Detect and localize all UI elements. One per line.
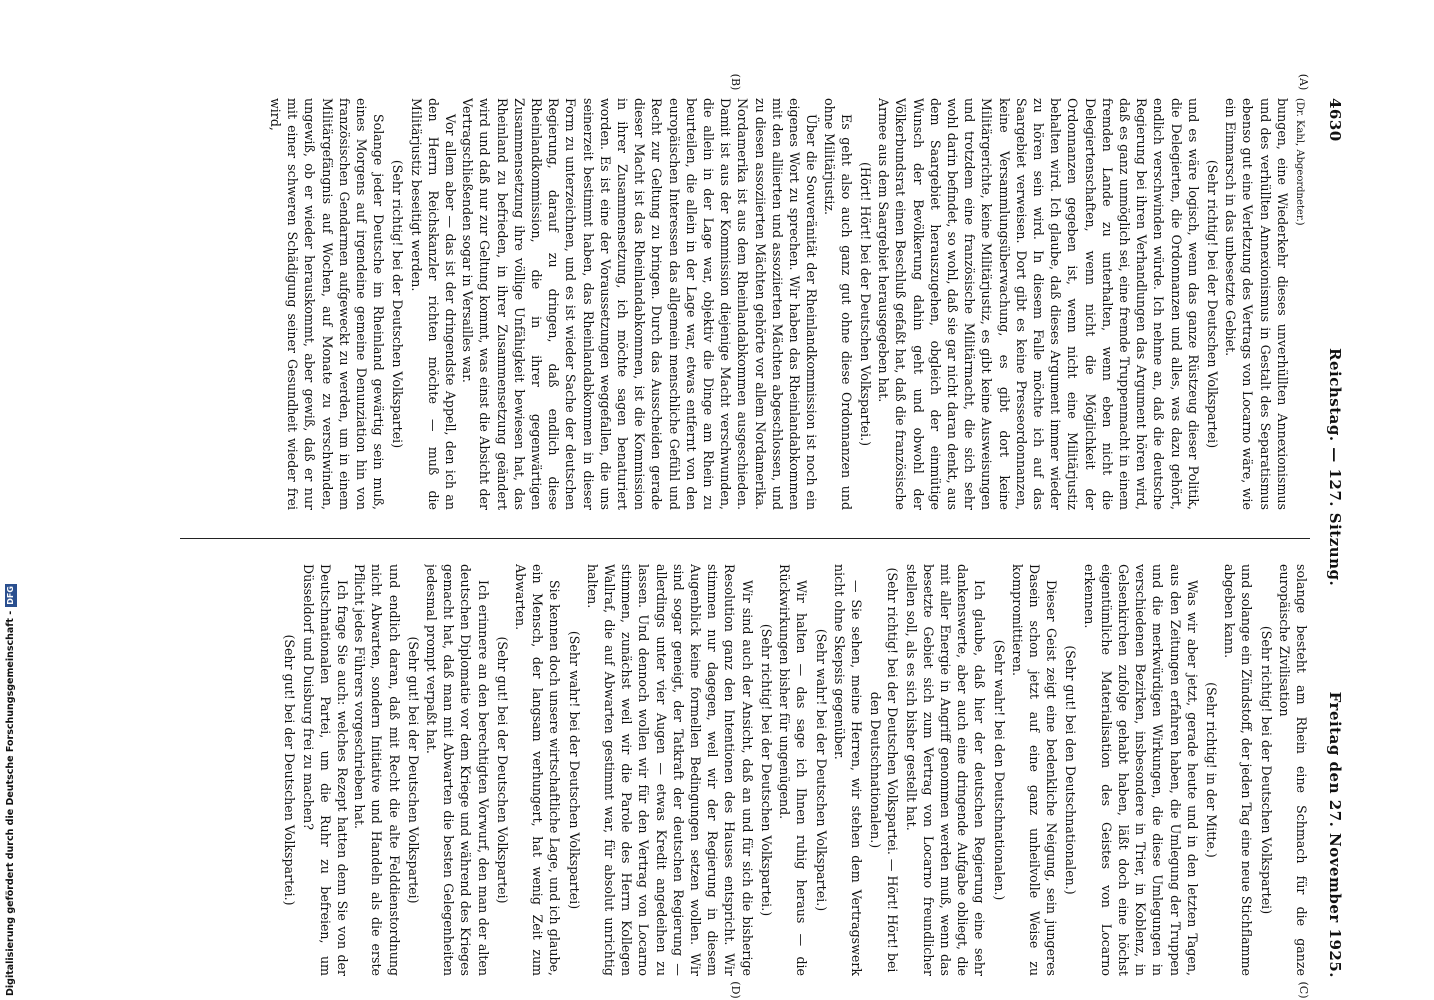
remark: (Sehr richtig! bei der Deutschen Volkspartei) [1258,625,1274,915]
remark: (Hört! Hört! bei der Deutschen Volkspartei.) [857,161,873,447]
paragraph: Ich frage Sie auch: welches Rezept hatten denn Sie von der Deutschnationalen Partei, um die Ruhr zu befreien, um Düsseldorf und Duisburg frei zu machen? [300,564,351,976]
column-divider [180,538,1310,539]
remark: (Sehr wahr! bei den Deutschnationalen.) [991,639,1007,901]
paragraph: und es wäre logisch, wenn das ganze Rüstzeug dieser Politik, die Delegierten, die Ordonnanzen und alles, was dazu gehört, endlich verschwinden würde. Ich nehme an, daß die deutsche Regierung bei ihren Verhandlungen das Argument hören wird, daß es ganz unmöglich sei, eine fremde Truppenmacht in einem fremden Lande zu unterhalten, wenn eben nicht die Delegiertenschaften, wenn nicht die Möglichkeit der Ordonnanzen gegeben ist, wenn nicht eine Militärjustiz behalten wird. Ich glaube, daß dieses Argument immer wieder zu hören sein wird. In diesem Falle möchte ich auf das Saargebiet verweisen. Dort gibt es keine Presseordonnanzen, keine Versammlungsüberwachung, es gibt dort keine Militärgerichte, keine Militärjustiz, es gibt keine Ausweisungen und trotzdem eine französische Militärmacht, die sich sehr wohl darin befindet, so wohl, daß sie gar nicht daran denkt, aus dem Saargebiet herauszugehen, obgleich der einmütige Wunsch der Bevölkerung dahin geht und obwohl der Völkerbundsrat einen Beschluß gefaßt hat, daß die französische Armee aus dem Saargebiet herausgegeben hat. [876,98,1201,510]
running-head-title: Reichstag. — 127. Sitzung. [1326,348,1344,587]
page-number: 4630 [1326,98,1344,142]
paragraph: Solange jeder Deutsche im Rheinland gewärtig sein muß, eines Morgens auf irgendeine gemeine Denunziation hin von französischen Gendarmen aufgeweckt zu werden, um in einem Militärgefängnis auf Wochen, auf Monate zu verschwinden, ungewiß, ob er wieder herauskommt, aber gewiß, daß er nur mit einer schweren Schädigung seiner Gesundheit wieder frei wird, [268,98,387,510]
remark: (Sehr richtig! bei der Deutschen Volkspartei. — Hört! Hört! bei den Deutschnationalen.) [868,567,901,973]
paragraph: — Sie sehen, meine Herren, wir stehen dem Vertragswerk nicht ohne Skepsis gegenüber. [831,564,864,976]
margin-mark-d: (D) [729,981,742,999]
paragraph: Wir sind auch der Ansicht, daß an und für sich die bisherige Resolution ganz den Intentionen des Hauses entspricht. Wir stimmen nur dagegen, weil wir der Regierung in diesem Augenblick keine formellen Bedingungen setzen wollen. Wir sind sogar geneigt, der Tatkraft der deutschen Regierung — allerdings unter vier Augen — etwas Kredit angedeihen zu lassen. Und dennoch wollen wir für den Vertrag von Locarno stimmen, zunächst weil wir die Parole des Herrn Kollegen Wallraf, die auf Abwarten gestimmt war, für absolut unrichtig halten. [584,564,755,976]
remark: (Sehr richtig! bei der Deutschen Volkspartei.) [758,623,774,917]
digitization-credit [4,586,18,996]
dfg-logo: DFG [5,586,15,605]
paragraph: Was wir aber jetzt, gerade heute und in den letzten Tagen, aus den Zeitungen erfahren haben, die Umlegung der Truppen und die merkwürdigen Wirkungen, die diese Umlegungen in verschiedenen Bezirken, insbesondere in Trier, in Koblenz, in Gelsenkirchen zufolge gehabt haben, läßt doch eine höchst eigentümliche Materialisation des Geistes von Locarno erkennen. [1081,564,1200,976]
remark: (Sehr richtig! bei der Deutschen Volkspartei) [1204,159,1220,449]
running-head [1320,98,1344,978]
remark: (Sehr gut! bei den Deutschnationalen.) [1063,645,1079,895]
remark: (Sehr gut! bei der Deutschen Volkspartei) [494,636,510,904]
margin-mark-b: (B) [729,73,742,91]
paragraph: bungen, eine Wiederkehr dieses unverhüllten Annexionismus und des verhüllten Annexionismus in Gestalt des Separatismus ebenso gut eine Verletzung des Vertrags von Locarno wäre, wie ein Einmarsch in das unbesetzte Gebiet. [1223,98,1290,510]
remark: (Sehr wahr! bei der Deutschen Volkspartei) [566,630,582,910]
paragraph: Ich glaube, daß hier der deutschen Regierung eine sehr dankenswerte, aber auch eine dringende Aufgabe obliegt, die mit aller Energie in Angriff genommen werden muß, wenn das besetzte Gebiet sich zum Vertrag von Locarno freundlicher stellen soll, als es sich bisher gestellt hat. [903,564,988,976]
paragraph: und solange ein Zündstoff, der jeden Tag eine neue Stichflamme abgeben kann. [1222,564,1255,976]
paragraph: Wir halten — das sage ich Ihnen ruhig heraus — die Rückwirkungen bisher für ungenügend. [777,564,810,976]
remark: (Sehr wahr! bei der Deutschen Volkspartei.) [813,628,829,912]
running-head-date: Freitag den 27. November 1925. [1326,691,1344,978]
paragraph: Über die Souveränität der Rheinlandkommission ist noch ein eigenes Wort zu sprechen. Wir haben das Rheinlandabkommen mit den alliierten und assoziierten Mächten abgeschlossen, und zu diesen assoziierten Mächten gehörte vor allem Nordamerika. Nordamerika ist aus dem Rheinlandabkommen ausgeschieden. Damit ist aus der Kommission diejenige Macht verschwunden, die allein in der Lage war, objektiv die Dinge am Rhein zu beurteilen, die allein in der Lage war, etwas entfernt von den europäischen Interessen das allgemein menschliche Gefühl und Recht zur Geltung zu bringen. Durch das Ausscheiden gerade dieser Macht ist das Rheinlandabkommen, ist die Kommission in ihrer Zusammensetzung, ich möchte sagen benaturiert worden. Es ist eine der Voraussetzungen weggefallen, die uns seinerzeit bestimmt haben, das Rheinlandabkommen in dieser Form zu unterzeichnen, und es ist wieder Sache der deutschen Regierung, darauf zu dringen, daß endlich diese Rheinlandkommission, die in ihrer gegenwärtigen Zusammensetzung ihre völlige Unfähigkeit bewiesen hat, das Rheinland zu befrieden, in ihrer Zusammensetzung geändert wird und daß nur zur Geltung kommt, was einst die Absicht der Vertragschließenden sogar in Versailles war. [460,98,820,510]
remark: (Sehr gut! bei der Deutschen Volkspartei.) [282,634,298,906]
paragraph: Sie kennen doch unsere wirtschaftliche Lage, und ich glaube, ein Mensch, der langsam verhungert, hat wenig Zeit zum Abwarten. [513,564,563,976]
left-column [150,98,1310,510]
paragraph: und endlich daran, daß mit Recht die alte Felddienstordnung nicht Abwarten, sondern Initiative und Handeln als die erste Pflicht jedes Führers vorgeschrieben hat. [352,564,402,976]
margin-mark-c: (C) [1297,981,1310,999]
rotated-page [114,73,1344,999]
remark: (Sehr richtig! in der Mitte.) [1203,682,1219,858]
right-column [150,564,1310,976]
paragraph: solange besteht am Rhein eine Schmach für die ganze europäische Zivilisation [1276,564,1309,976]
paragraph: Dieser Geist zeigt eine bedenkliche Neigung, sein jungeres Dasein schon jetzt auf eine ganz unheilvolle Weise zu kompromittieren. [1009,564,1060,976]
remark: (Sehr gut! bei der Deutschen Volkspartei) [405,636,421,904]
paragraph: Ich erinnere an den berechtigten Vorwurf, den man der alten deutschen Diplomatie vor dem Kriege und während des Krieges gemacht hat, daß man mit Abwarten die besten Gelegenheiten jedesmal prompt verpaßt hat. [424,564,491,976]
paragraph: Es geht also auch ganz gut ohne diese Ordonnanzen und ohne Militärjustiz. [821,98,854,510]
paragraph: Vor allem aber — das ist der dringendste Appell, den ich an den Herrn Reichskanzler richten möchte — muß die Militärjustiz beseitigt werden. [408,98,459,510]
margin-mark-a: (A) [1297,73,1310,91]
remark: (Sehr richtig! bei der Deutschen Volkspartei) [390,159,406,449]
credit-text: Digitalisierung gefördert durch die Deutsche Forschungsgemeinschaft - [5,610,16,996]
speaker-label: (Dr. Kahl, Abgeordneter.) [1294,98,1305,226]
